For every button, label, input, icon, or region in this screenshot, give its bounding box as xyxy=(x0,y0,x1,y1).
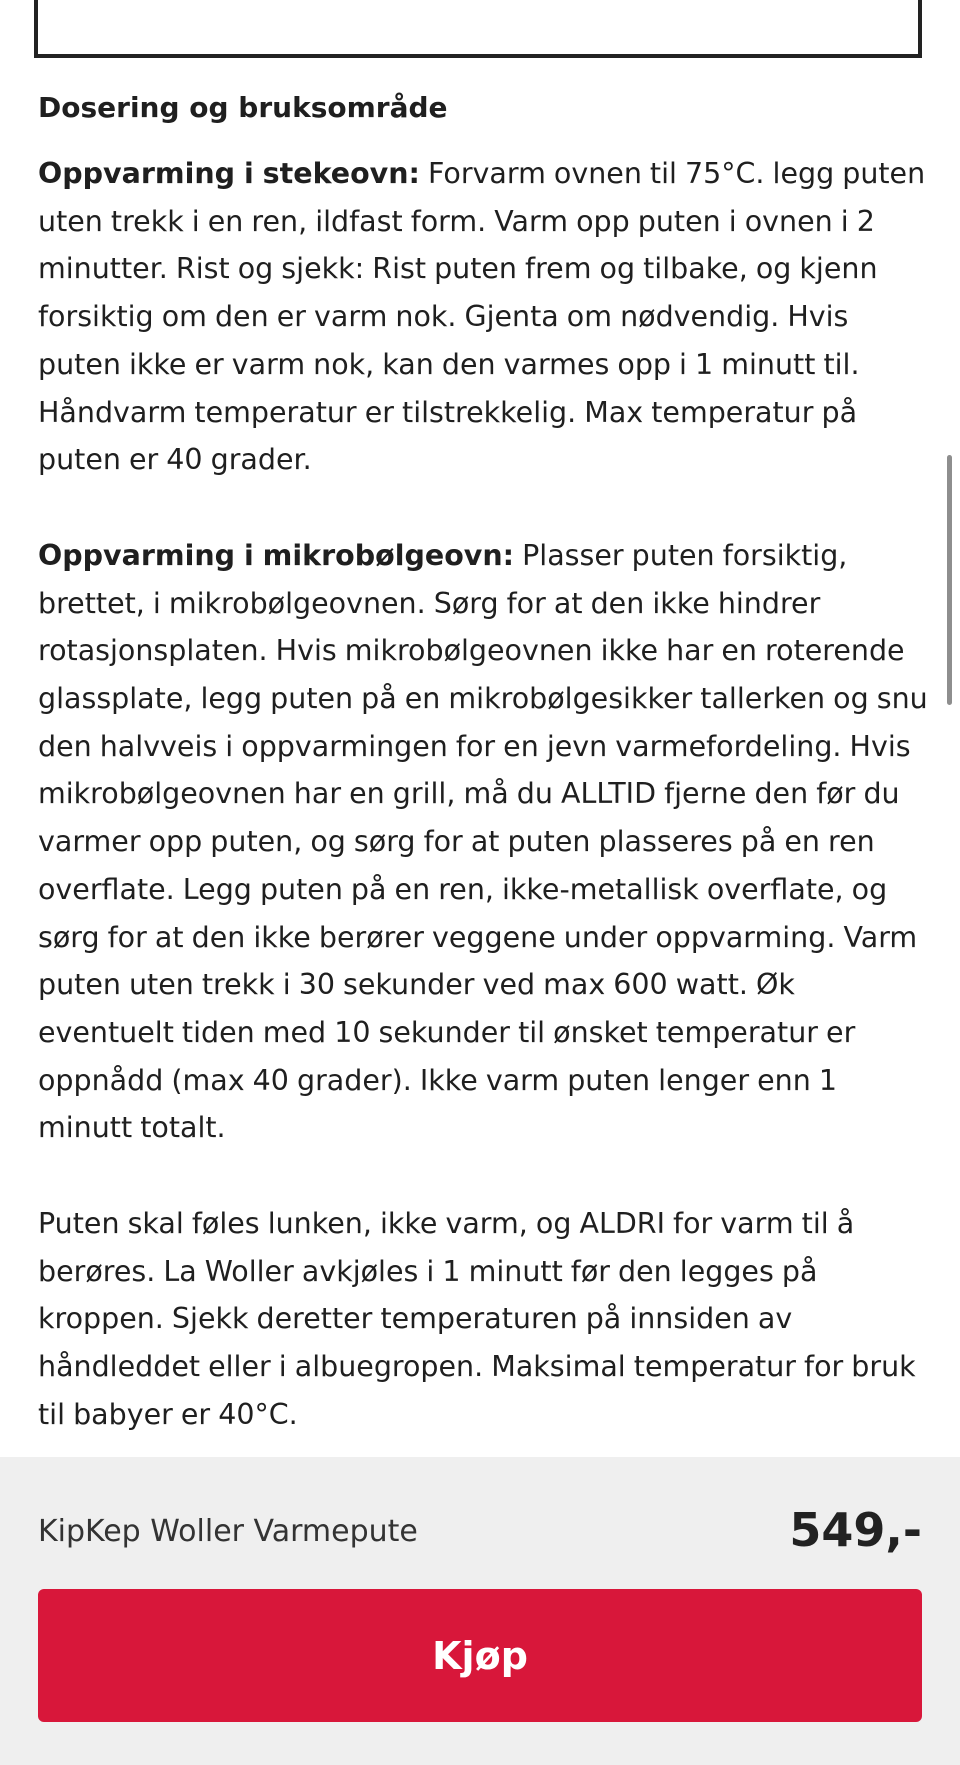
microwave-title: Oppvarming i mikrobølgeovn: xyxy=(38,538,515,572)
microwave-body: Plasser puten forsiktig, brettet, i mikrobølgeovnen. Sørg for at den ikke hindrer rotasjonsplaten. Hvis mikrobølgeovnen ikke har en roterende glassplate, legg puten på en mikrobølgesikker tallerken og snu den halvveis i oppvarmingen for en jevn varmefordeling. Hvis mikrobølgeovnen har en grill, må du ALLTID fjerne den før du varmer opp puten, og sørg for at puten plasseres på en ren overflate. Legg puten på en ren, ikke-metallisk overflate, og sørg for at den ikke berører veggene under oppvarming. Varm puten uten trekk i 30 sekunder ved max 600 watt. Øk eventuelt tiden med 10 sekunder til ønsket temperatur er oppnådd (max 40 grader). Ikke varm puten lenger enn 1 minutt totalt. xyxy=(38,538,928,1145)
usage-section xyxy=(38,84,928,1487)
product-name: KipKep Woller Varmepute xyxy=(38,1514,418,1549)
oven-body: Forvarm ovnen til 75°C. legg puten uten trekk i en ren, ildfast form. Varm opp puten i ovnen i 2 minutter. Rist og sjekk: Rist puten frem og tilbake, og kjenn forsiktig om den er varm nok. Gjenta om nødvendig. Hvis puten ikke er varm nok, kan den varmes opp i 1 minutt til. Håndvarm temperatur er tilstrekkelig. Max temperatur på puten er 40 grader. xyxy=(38,157,926,477)
product-price: 549,- xyxy=(789,1503,922,1557)
safety-body: Puten skal føles lunken, ikke varm, og ALDRI for varm til å berøres. La Woller avkjøles i 1 minutt før den legges på kroppen. Sjekk deretter temperaturen på innsiden av håndleddet eller i albuegropen. Maksimal temperatur for bruk til babyer er 40°C. xyxy=(38,1207,916,1431)
scrollbar[interactable] xyxy=(947,455,952,705)
oven-title: Oppvarming i stekeovn: xyxy=(38,157,420,190)
previous-section-box xyxy=(34,0,922,58)
buy-button[interactable]: Kjøp xyxy=(38,1589,922,1722)
microwave-paragraph xyxy=(38,532,928,1152)
oven-paragraph xyxy=(38,150,928,484)
safety-paragraph xyxy=(38,1200,928,1439)
section-heading: Dosering og bruksområde xyxy=(38,91,448,124)
